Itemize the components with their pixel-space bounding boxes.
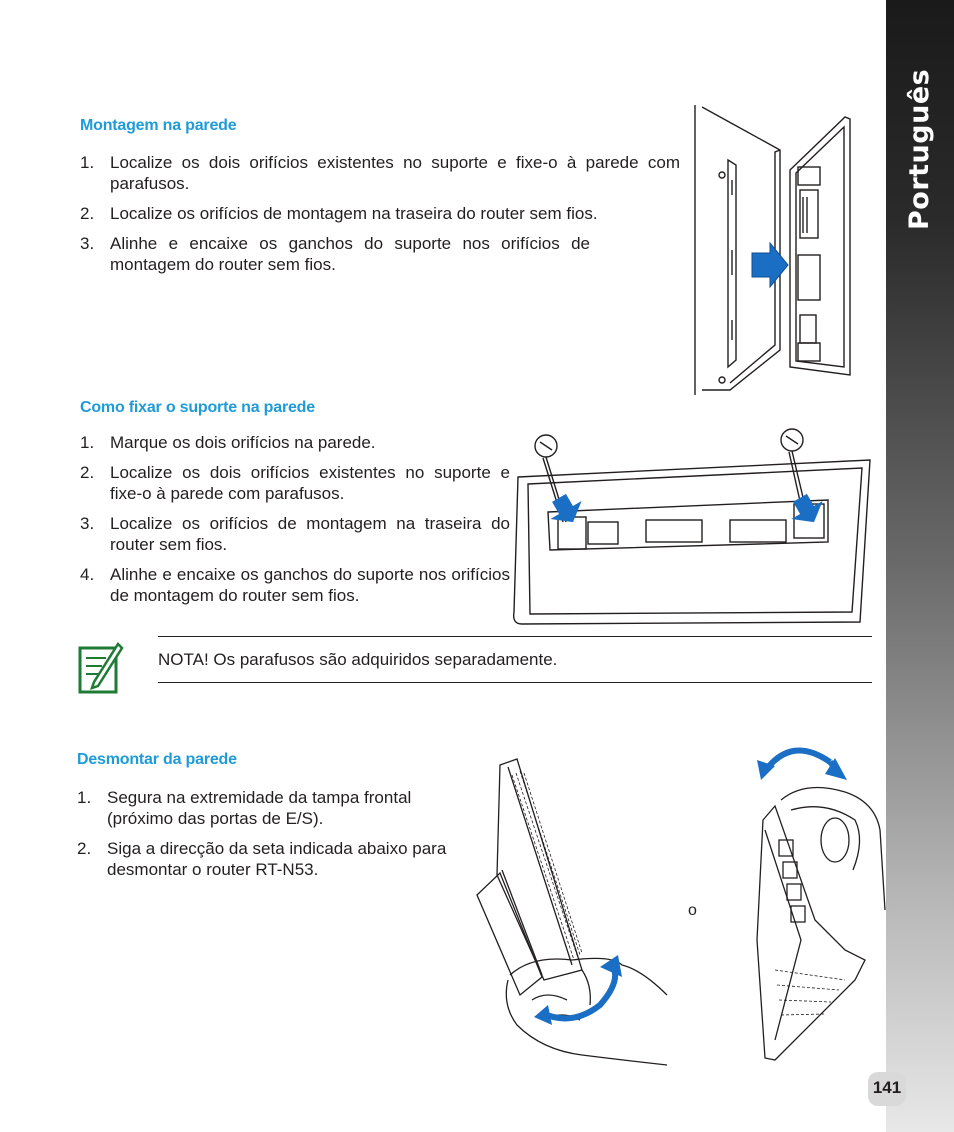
list-item: 1. Localize os dois orifícios existentes no suporte e fixe-o à parede com parafusos.: [80, 153, 680, 193]
note-bottom-rule: [158, 682, 872, 683]
list-item: 1. Segura na extremidade da tampa frontal (próximo das portas de E/S).: [77, 788, 412, 828]
bracket-screws-illustration: [510, 432, 875, 628]
list-item: 3. Localize os orifícios de montagem na traseira do router sem fios.: [80, 514, 510, 554]
list-item: 2. Localize os dois orifícios existentes no suporte e fixe-o à parede com parafusos.: [80, 463, 510, 503]
note-text: NOTA! Os parafusos são adquiridos separadamente.: [158, 650, 558, 669]
dismount-illustration-right: [735, 740, 885, 1060]
note-pencil-icon: [78, 642, 122, 694]
page-number: 141: [872, 1078, 902, 1097]
wall-mount-steps: [80, 152, 680, 284]
list-item: 3. Alinhe e encaixe os ganchos do suporte nos orifícios de montagem do router sem fios.: [80, 234, 590, 274]
heading-wall-mount: Montagem na parede: [80, 117, 237, 134]
heading-fix-stand: Como fixar o suporte na parede: [80, 399, 315, 416]
heading-dismount: Desmontar da parede: [77, 751, 237, 768]
list-item: 2. Siga a direcção da seta indicada abaixo para desmontar o router RT-N53.: [77, 839, 447, 879]
fix-stand-steps: [80, 432, 510, 615]
wall-mount-illustration: [690, 105, 885, 395]
dismount-illustration-left: [472, 755, 672, 1065]
or-label: o: [688, 902, 697, 919]
list-item: 1. Marque os dois orifícios na parede.: [80, 433, 376, 452]
dismount-steps: [77, 787, 449, 889]
note-top-rule: [158, 636, 872, 637]
list-item: 2. Localize os orifícios de montagem na traseira do router sem fios.: [80, 204, 598, 223]
language-side-label: Português: [904, 68, 935, 230]
list-item: 4. Alinhe e encaixe os ganchos do suporte nos orifícios de montagem do router sem fios.: [80, 565, 510, 605]
